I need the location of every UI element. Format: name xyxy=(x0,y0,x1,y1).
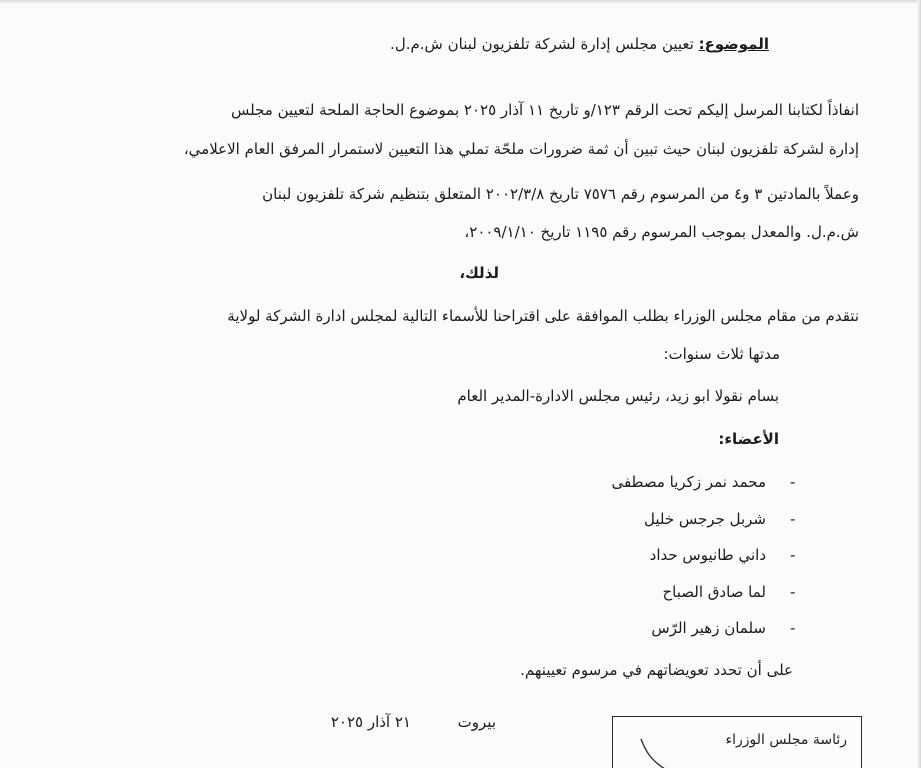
subject-line xyxy=(390,34,769,54)
member-item-1: محمد نمر زكريا مصطفى xyxy=(611,473,766,491)
member-bullet-2: - xyxy=(790,510,796,528)
member-bullet-5: - xyxy=(790,619,796,637)
closing-line: على أن تحدد تعويضاتهم في مرسوم تعيينهم. xyxy=(520,661,793,679)
paragraph-3-line-2: مدتها ثلاث سنوات: xyxy=(663,345,780,363)
paragraph-3-line-1: نتقدم من مقام مجلس الوزراء بطلب الموافقة على اقتراحنا للأسماء التالية لمجلس ادارة الشركة لولاية xyxy=(227,307,859,325)
paragraph-1-line-1: انفاذاً لكتابنا المرسل إليكم تحت الرقم ١٢٣/و تاريخ ١١ آذار ٢٠٢٥ بموضوع الحاجة الملحة لتعيين مجلس xyxy=(231,101,859,119)
handwritten-stroke-icon xyxy=(635,735,675,768)
paragraph-2-line-1: وعملاً بالمادتين ٣ و٤ من المرسوم رقم ٧٥٧٦ تاريخ ٢٠٠٢/٣/٨ المتعلق بتنظيم شركة تلفزيون لبنان xyxy=(262,185,859,203)
subject-text: تعيين مجلس إدارة لشركة تلفزيون لبنان ش.م.ل. xyxy=(390,35,694,53)
chairman-line: بسام نقولا ابو زيد، رئيس مجلس الادارة-المدير العام xyxy=(457,387,779,405)
member-item-4: لما صادق الصباح xyxy=(662,583,766,601)
stamp-box xyxy=(612,716,862,768)
paragraph-2-line-2: ش.م.ل. والمعدل بموجب المرسوم رقم ١١٩٥ تاريخ ٢٠٠٩/١/١٠، xyxy=(464,223,859,241)
member-item-2: شربل جرجس خليل xyxy=(644,510,766,528)
member-item-5: سلمان زهير الرّس xyxy=(651,619,766,637)
signature-city: بيروت xyxy=(457,713,496,731)
member-bullet-4: - xyxy=(790,583,796,601)
therefore-heading: لذلك، xyxy=(459,264,499,282)
stamp-title: رئاسة مجلس الوزراء xyxy=(725,732,847,748)
signature-date: ٢١ آذار ٢٠٢٥ xyxy=(330,713,411,731)
members-heading: الأعضاء: xyxy=(718,430,779,448)
member-item-3: داني طانيوس حداد xyxy=(649,546,766,564)
scan-edge-top xyxy=(0,0,921,4)
member-bullet-3: - xyxy=(790,546,796,564)
subject-label: الموضوع: xyxy=(698,35,769,53)
paragraph-1-line-2: إدارة لشركة تلفزيون لبنان حيث تبين أن ثمة ضرورات ملحّة تملي هذا التعيين لاستمرار المرفق العام الاعلامي، xyxy=(183,140,859,158)
scan-edge-right xyxy=(917,0,921,768)
member-bullet-1: - xyxy=(790,473,796,491)
